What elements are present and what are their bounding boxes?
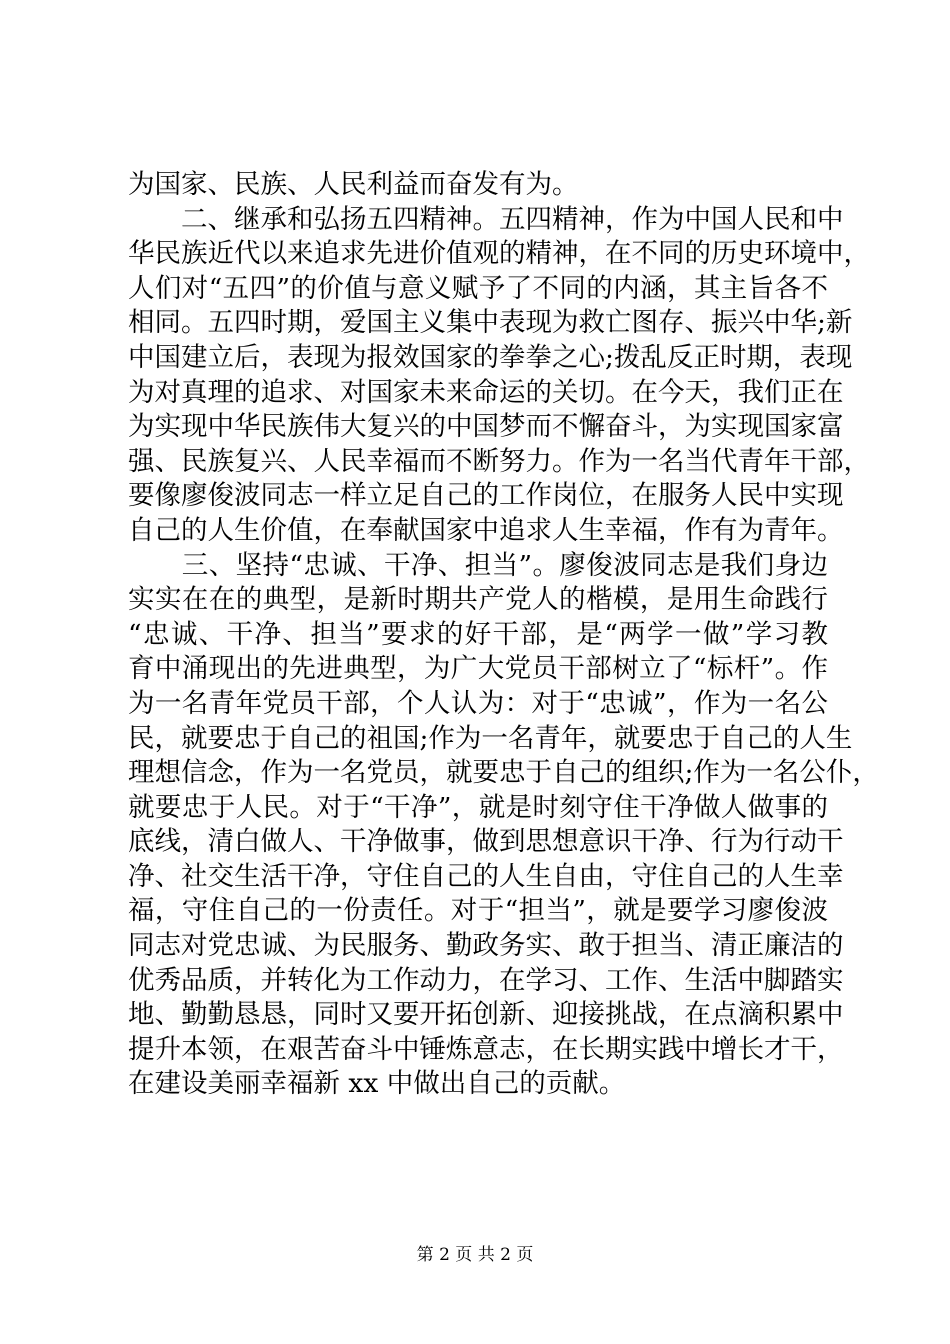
text-line: 同志对党忠诚、为民服务、勤政务实、敢于担当、清正廉洁的 xyxy=(128,930,844,962)
paragraph-inherit-may-fourth-spirit xyxy=(128,203,870,549)
text-line: 优秀品质，并转化为工作动力，在学习、工作、生活中脚踏实 xyxy=(128,964,844,996)
text-line: 地、勤勤恳恳，同时又要开拓创新、迎接挑战，在点滴积累中 xyxy=(128,999,844,1031)
text-line: 底线，清白做人、干净做事，做到思想意识干净、行为行动干 xyxy=(128,826,844,858)
text-line: 华民族近代以来追求先进价值观的精神，在不同的历史环境中， xyxy=(128,238,870,270)
text-line: 人们对“五四”的价值与意义赋予了不同的内涵，其主旨各不 xyxy=(128,272,828,304)
text-line: 育中涌现出的先进典型，为广大党员干部树立了“标杆”。作 xyxy=(128,653,828,685)
text-line: 强、民族复兴、人民幸福而不断努力。作为一名当代青年干部， xyxy=(128,445,870,477)
text-line: 民，就要忠于自己的祖国;作为一名青年，就要忠于自己的人生 xyxy=(128,722,853,754)
text-line: 自己的人生价值，在奉献国家中追求人生幸福，作有为青年。 xyxy=(128,514,844,546)
text-line: 相同。五四时期，爱国主义集中表现为救亡图存、振兴中华;新 xyxy=(128,307,853,339)
text-line: 三、坚持“忠诚、干净、担当”。廖俊波同志是我们身边 xyxy=(128,549,828,581)
text-line: “忠诚、干净、担当”要求的好干部，是“两学一做”学习教 xyxy=(128,618,828,650)
text-line: 二、继承和弘扬五四精神。五四精神，作为中国人民和中 xyxy=(128,203,844,235)
text-line: 为国家、民族、人民利益而奋发有为。 xyxy=(128,169,579,200)
text-line: 为一名青年党员干部，个人认为：对于“忠诚”，作为一名公 xyxy=(128,687,828,719)
text-line: 要像廖俊波同志一样立足自己的工作岗位，在服务人民中实现 xyxy=(128,480,844,512)
text-line: 中国建立后，表现为报效国家的拳拳之心;拨乱反正时期，表现 xyxy=(128,341,853,373)
text-line: 就要忠于人民。对于“干净”，就是时刻守住干净做人做事的 xyxy=(128,791,828,823)
paragraph-loyal-clean-responsible xyxy=(128,549,879,1103)
text-line: 净、社交生活干净，守住自己的人生自由，守住自己的人生幸 xyxy=(128,860,844,892)
text-line: 理想信念，作为一名党员，就要忠于自己的组织;作为一名公仆， xyxy=(128,757,879,789)
text-line: 实实在在的典型，是新时期共产党人的楷模，是用生命践行 xyxy=(128,584,828,616)
text-line: 为对真理的追求、对国家未来命运的关切。在今天，我们正在 xyxy=(128,376,844,408)
paragraph-continuation xyxy=(128,168,828,203)
text-line: 福，守住自己的一份责任。对于“担当”，就是要学习廖俊波 xyxy=(128,895,828,927)
text-line: 为实现中华民族伟大复兴的中国梦而不懈奋斗，为实现国家富 xyxy=(128,411,844,443)
document-body xyxy=(128,168,879,1102)
text-line: 在建设美丽幸福新 xx 中做出自己的贡献。 xyxy=(128,1068,626,1100)
text-line: 提升本领，在艰苦奋斗中锤炼意志，在长期实践中增长才干， xyxy=(128,1033,844,1065)
page-number-footer: 第 2 页 共 2 页 xyxy=(416,1245,534,1265)
